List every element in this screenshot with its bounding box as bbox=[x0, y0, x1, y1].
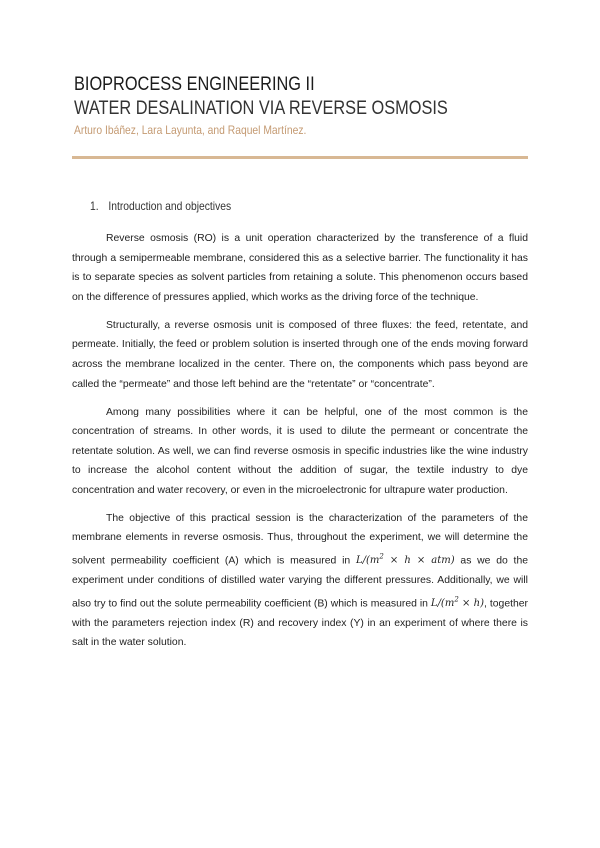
paragraph-2: Structurally, a reverse osmosis unit is composed of three fluxes: the feed, retentate, and permeate. Initially, the feed or problem solution is inserted through one of the ends moving forward across the membrane localized in the center. There on, the components which pass beyond are called the “permeate” and those left behind are the “retentate” or “concentrate”. bbox=[72, 319, 528, 390]
unit-solvent-permeability bbox=[356, 555, 455, 566]
section-title: Introduction and objectives bbox=[108, 199, 232, 213]
body-text bbox=[72, 229, 528, 661]
unit-1-rest: × h × atm) bbox=[383, 555, 455, 567]
section-heading bbox=[90, 199, 231, 213]
header-divider bbox=[72, 156, 528, 159]
paragraph-3: Among many possibilities where it can be helpful, one of the most common is the concentration of streams. In other words, it is used to dilute the permeant or concentrate the retentate solution. As well, we can find reverse osmosis in specific industries like the wine industry to increase the alcohol content without the addition of sugar, the textile industry to dye concentration and water recovery, or even in the microelectronic for ultrapure water production. bbox=[72, 406, 528, 496]
paragraph-4-text-c: , together with the parameters rejection index (R) and recovery index (Y) in an experiment of where there is salt in the water solution. bbox=[72, 597, 529, 649]
authors: Arturo Ibáñez, Lara Layunta, and Raquel Martínez. bbox=[74, 123, 307, 137]
unit-2-base: L/(m bbox=[430, 597, 455, 609]
section-number: 1. bbox=[90, 199, 99, 213]
document-title: WATER DESALINATION VIA REVERSE OSMOSIS bbox=[74, 98, 448, 119]
unit-solute-permeability bbox=[430, 595, 485, 609]
unit-2-exponent: 2 bbox=[454, 595, 459, 604]
paragraph-4-text-a: The objective of this practical session is the characterization of the parameters of the membrane elements in reverse osmosis. Thus, throughout the experiment, we will determine the solvent permeability coefficient (A) which is measured in bbox=[72, 512, 528, 567]
unit-1-base: L/(m bbox=[355, 555, 380, 567]
paragraph-1: Reverse osmosis (RO) is a unit operation characterized by the transference of a fluid through a semipermeable membrane, considered this as a selective barrier. The functionality it has is to separate species as solvent particles from retaining a solute. This phenomenon occurs based on the difference of pressures applied, which works as the driving force of the technique. bbox=[72, 233, 528, 303]
unit-1-exponent: 2 bbox=[379, 553, 384, 562]
course-title: BIOPROCESS ENGINEERING II bbox=[74, 74, 315, 95]
paragraph-4 bbox=[72, 509, 528, 653]
paragraph-4-text-b: as we do the experiment under conditions of distilled water varying the different pressures. Additionally, we will also try to find out the solute permeability coefficient (B) which is measured in bbox=[72, 555, 528, 609]
unit-2-rest: × h) bbox=[458, 597, 485, 609]
document-header bbox=[74, 74, 534, 138]
